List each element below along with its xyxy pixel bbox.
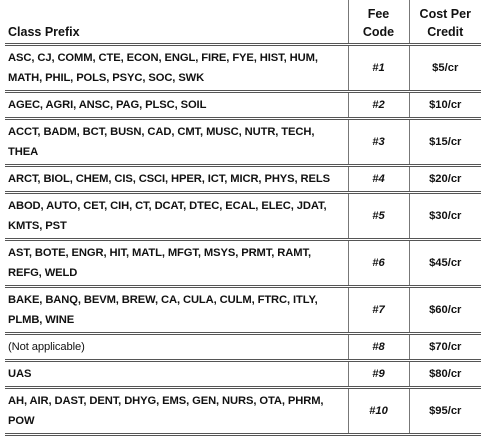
- cost-cell: $95/cr: [409, 388, 481, 435]
- cost-cell: $70/cr: [409, 334, 481, 361]
- fee-code-cell: #1: [348, 45, 409, 92]
- table-row: [5, 334, 481, 361]
- cost-cell: $15/cr: [409, 119, 481, 166]
- header-cost-line1: Cost Per: [419, 7, 471, 21]
- class-prefix-cell: ASC, CJ, COMM, CTE, ECON, ENGL, FIRE, FYE, HIST, HUM, MATH, PHIL, POLS, PSYC, SOC, SWK: [5, 45, 348, 92]
- cost-cell: $10/cr: [409, 92, 481, 119]
- class-prefix-cell: (Not applicable): [5, 334, 348, 361]
- fee-code-cell: #9: [348, 361, 409, 388]
- cost-cell: $5/cr: [409, 45, 481, 92]
- table-row: [5, 193, 481, 240]
- fee-code-cell: #10: [348, 388, 409, 435]
- class-prefix-cell: AST, BOTE, ENGR, HIT, MATL, MFGT, MSYS, PRMT, RAMT, REFG, WELD: [5, 240, 348, 287]
- table-row: [5, 166, 481, 193]
- table-row: [5, 388, 481, 435]
- header-fee-code: [348, 0, 409, 45]
- class-prefix-cell: UAS: [5, 361, 348, 388]
- class-prefix-cell: ACCT, BADM, BCT, BUSN, CAD, CMT, MUSC, NUTR, TECH, THEA: [5, 119, 348, 166]
- header-class-prefix: Class Prefix: [5, 0, 348, 45]
- fee-code-cell: #3: [348, 119, 409, 166]
- fee-table: [5, 0, 481, 436]
- cost-cell: $80/cr: [409, 361, 481, 388]
- class-prefix-cell: ARCT, BIOL, CHEM, CIS, CSCI, HPER, ICT, MICR, PHYS, RELS: [5, 166, 348, 193]
- class-prefix-cell: BAKE, BANQ, BEVM, BREW, CA, CULA, CULM, FTRC, ITLY, PLMB, WINE: [5, 287, 348, 334]
- fee-code-cell: #7: [348, 287, 409, 334]
- cost-cell: $60/cr: [409, 287, 481, 334]
- fee-code-cell: #5: [348, 193, 409, 240]
- cost-cell: $20/cr: [409, 166, 481, 193]
- header-fee-code-line2: Code: [362, 25, 395, 39]
- fee-code-cell: #2: [348, 92, 409, 119]
- cost-cell: $45/cr: [409, 240, 481, 287]
- fee-code-cell: #6: [348, 240, 409, 287]
- fee-code-cell: #8: [348, 334, 409, 361]
- cost-cell: $30/cr: [409, 193, 481, 240]
- class-prefix-cell: AGEC, AGRI, ANSC, PAG, PLSC, SOIL: [5, 92, 348, 119]
- table-row: [5, 119, 481, 166]
- table-row: [5, 92, 481, 119]
- class-prefix-cell: AH, AIR, DAST, DENT, DHYG, EMS, GEN, NURS, OTA, PHRM, POW: [5, 388, 348, 435]
- table-row: [5, 287, 481, 334]
- table-row: [5, 361, 481, 388]
- table-row: [5, 45, 481, 92]
- header-fee-code-line1: Fee: [367, 7, 390, 21]
- table-row: [5, 240, 481, 287]
- header-cost-per-credit: [409, 0, 481, 45]
- header-cost-line2: Credit: [427, 25, 464, 39]
- class-prefix-cell: ABOD, AUTO, CET, CIH, CT, DCAT, DTEC, ECAL, ELEC, JDAT, KMTS, PST: [5, 193, 348, 240]
- header-row: [5, 0, 481, 45]
- fee-code-cell: #4: [348, 166, 409, 193]
